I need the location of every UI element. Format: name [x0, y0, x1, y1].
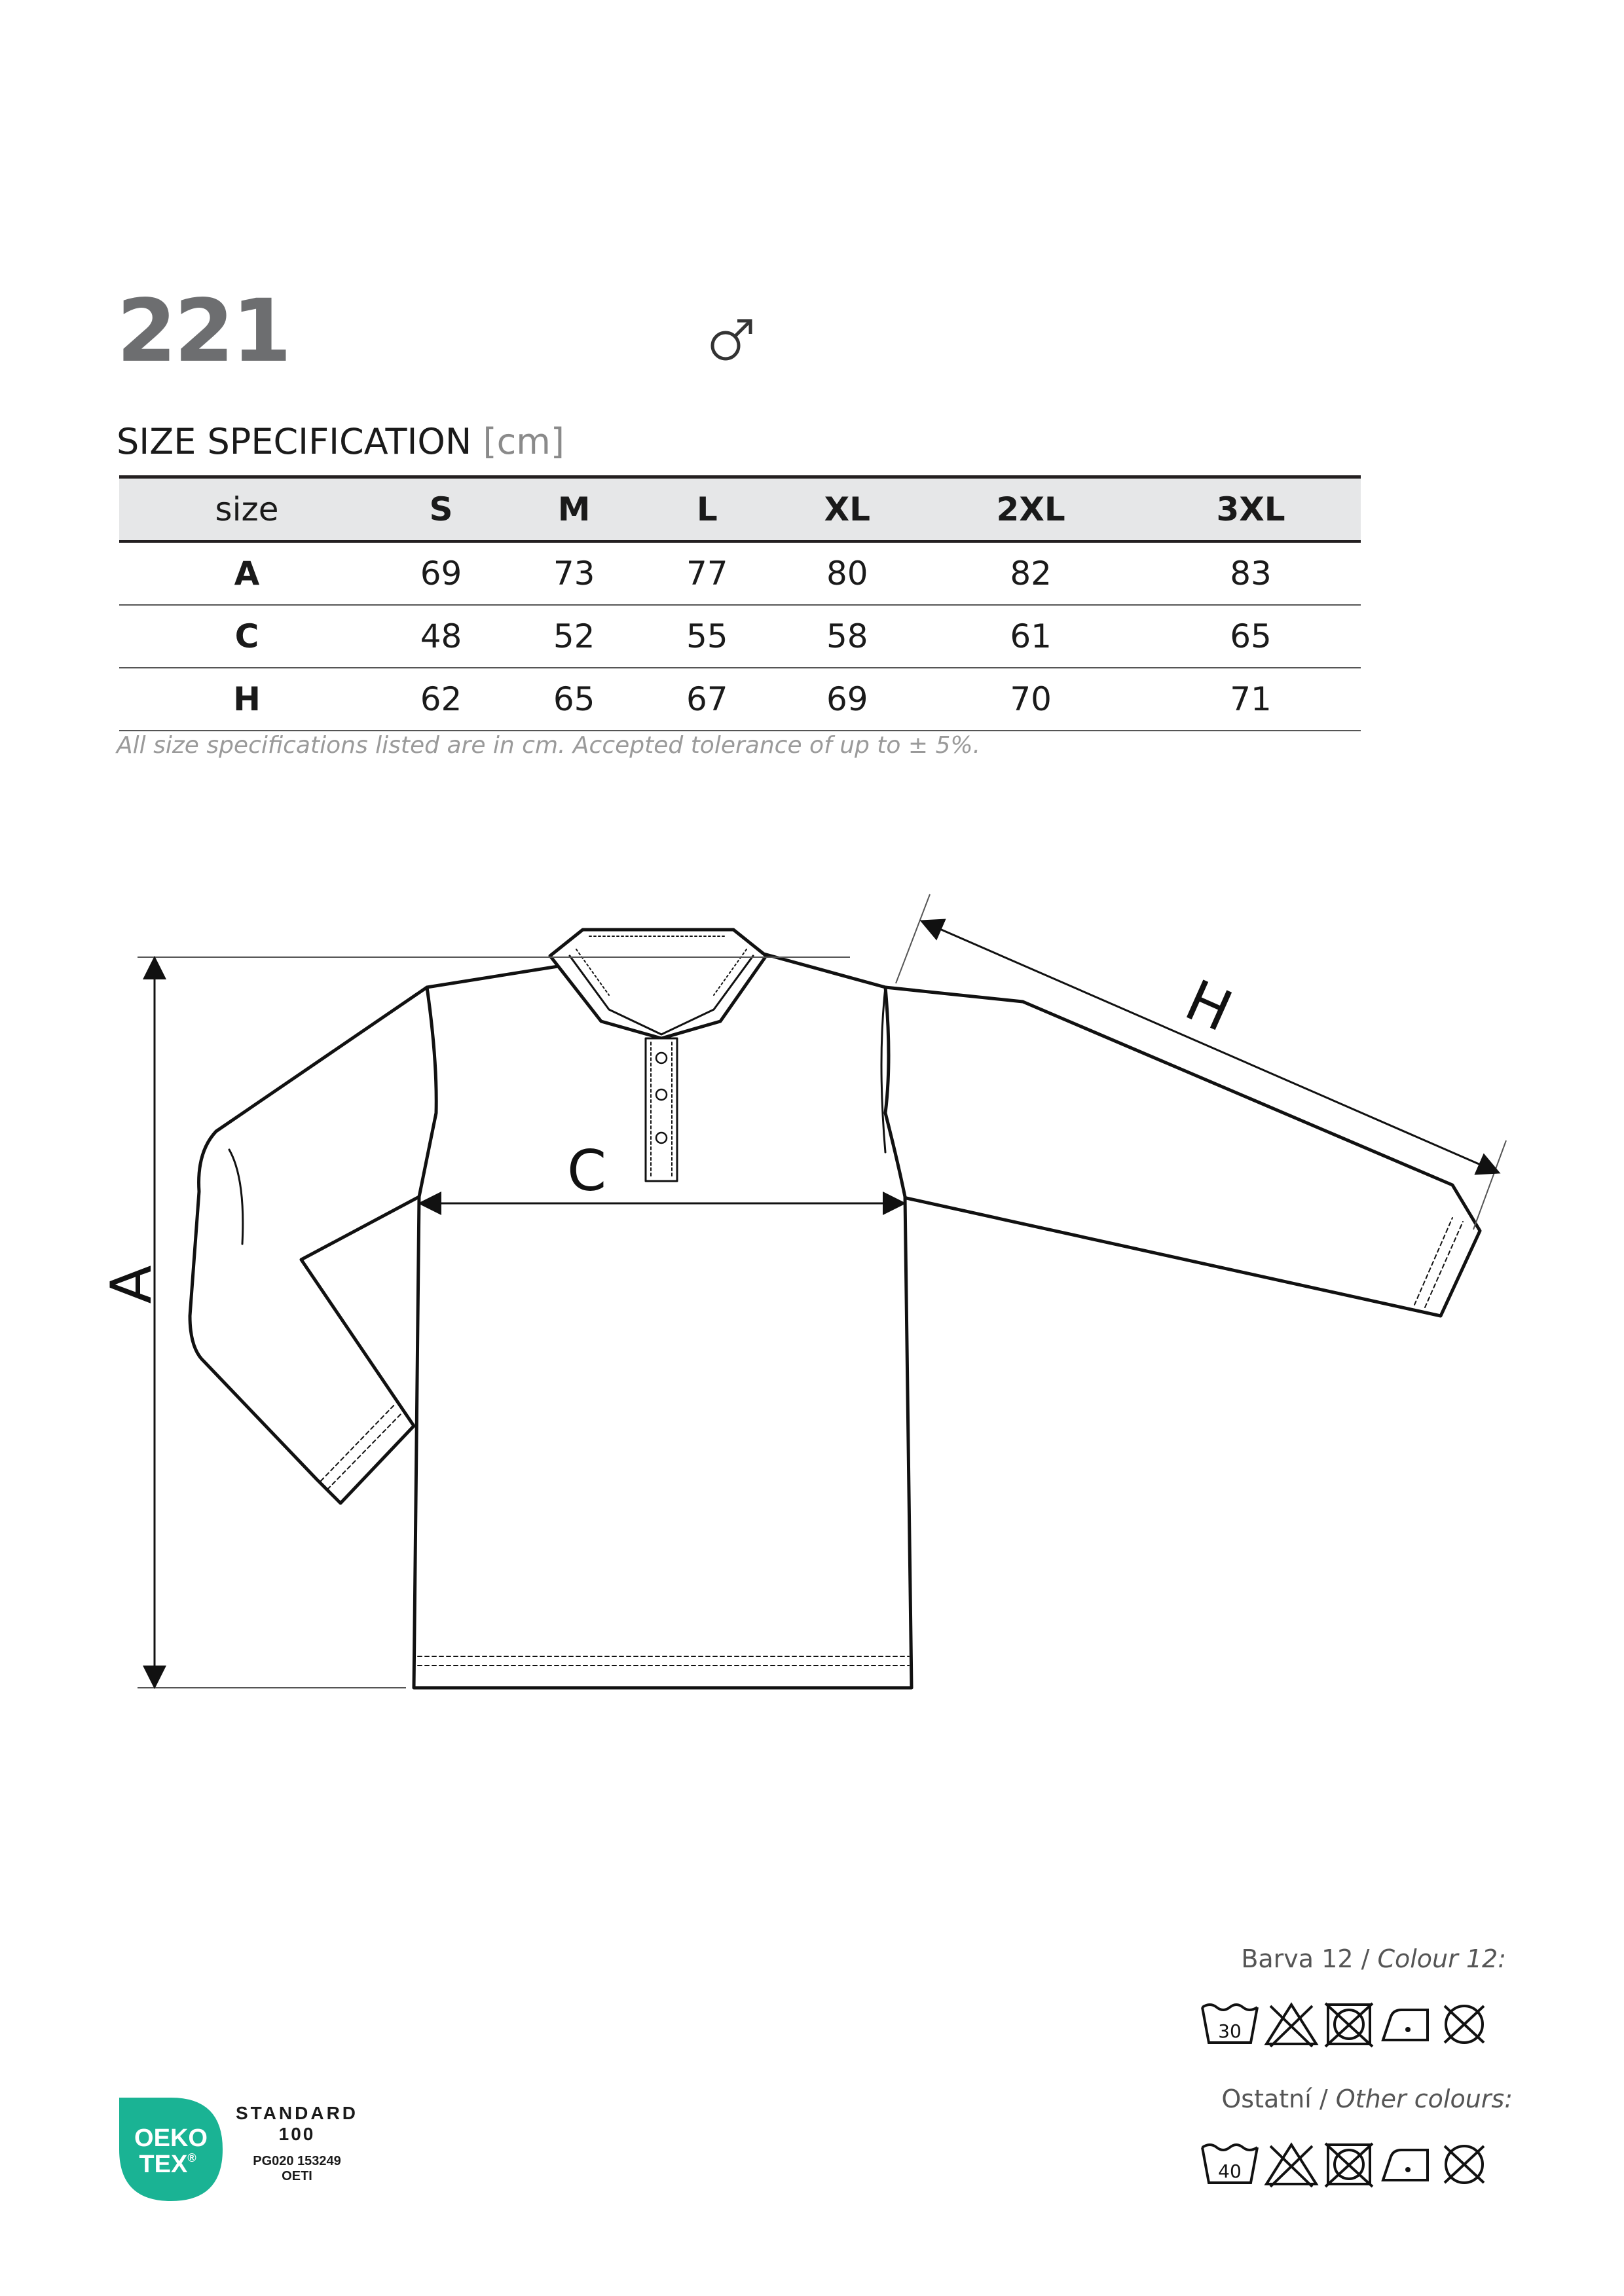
- table-cell: 62: [375, 668, 507, 731]
- table-cell: 67: [640, 668, 773, 731]
- care-icons-other: [1200, 2141, 1490, 2188]
- shirt-body-outline: [414, 1197, 912, 1688]
- product-code: 221: [117, 281, 289, 382]
- size-spec-title-text: SIZE SPECIFICATION: [117, 421, 472, 462]
- no-dry-clean-icon: [1438, 2141, 1490, 2188]
- measure-h-label: H: [1175, 968, 1242, 1045]
- table-cell: 70: [921, 668, 1141, 731]
- header-cell-3xl: 3XL: [1141, 477, 1361, 542]
- care-label-colour12: [1113, 1944, 1506, 1973]
- table-cell: 80: [773, 541, 921, 605]
- table-cell: 71: [1141, 668, 1361, 731]
- care-label-colour12-text: Barva 12 /: [1241, 1944, 1378, 1973]
- oeko-logo-reg: ®: [187, 2151, 196, 2164]
- table-cell: 61: [921, 605, 1141, 668]
- no-bleach-icon: [1264, 2001, 1319, 2048]
- table-cell: 73: [507, 541, 640, 605]
- header-cell-xl: XL: [773, 477, 921, 542]
- measure-c-label: C: [566, 1139, 607, 1204]
- row-label: H: [119, 668, 375, 731]
- measure-h-arrow: [923, 922, 1497, 1172]
- table-cell: 52: [507, 605, 640, 668]
- oeko-standard-number: 100: [278, 2124, 316, 2144]
- no-tumble-dry-icon: [1323, 2141, 1375, 2188]
- table-cell: 65: [1141, 605, 1361, 668]
- table-cell: 55: [640, 605, 773, 668]
- wash-40-icon: [1200, 2141, 1260, 2188]
- care-label-other-text: Ostatní /: [1221, 2085, 1336, 2113]
- table-cell: 82: [921, 541, 1141, 605]
- measure-a-label: A: [99, 1265, 164, 1304]
- care-label-other-italic: Other colours:: [1335, 2085, 1513, 2113]
- no-dry-clean-icon: [1438, 2001, 1490, 2048]
- size-spec-unit: [cm]: [483, 421, 564, 462]
- care-icons-colour12: [1200, 2001, 1490, 2048]
- oeko-logo-line2: TEX: [139, 2151, 188, 2178]
- header-cell-s: S: [375, 477, 507, 542]
- oeko-standard-block: [236, 2103, 358, 2184]
- oeko-standard-label: STANDARD: [236, 2103, 359, 2123]
- shirt-collar: [550, 930, 766, 1038]
- wash-30-icon: [1200, 2001, 1260, 2048]
- table-cell: 48: [375, 605, 507, 668]
- header-cell-l: L: [640, 477, 773, 542]
- table-cell: 69: [375, 541, 507, 605]
- measure-h-guide-end: [1473, 1140, 1506, 1230]
- table-cell: 58: [773, 605, 921, 668]
- table-cell: 77: [640, 541, 773, 605]
- oeko-tex-logo: [117, 2095, 225, 2206]
- row-label: A: [119, 541, 375, 605]
- oeko-certificate-code: PG020 153249: [253, 2154, 341, 2168]
- table-cell: 83: [1141, 541, 1361, 605]
- header-cell-size: size: [119, 477, 375, 542]
- oeko-institute: OETI: [282, 2169, 312, 2183]
- row-label: C: [119, 605, 375, 668]
- care-label-colour12-italic: Colour 12:: [1377, 1944, 1506, 1973]
- shirt-right-sleeve: [885, 987, 1480, 1316]
- oeko-logo-line1: OEKO: [134, 2124, 208, 2152]
- shirt-left-sleeve: [190, 987, 427, 1503]
- wash-30-temp: 30: [1218, 2020, 1242, 2042]
- no-bleach-icon: [1264, 2141, 1319, 2188]
- table-cell: 65: [507, 668, 640, 731]
- care-label-other: [1113, 2085, 1513, 2113]
- iron-low-icon: [1379, 2141, 1434, 2188]
- iron-low-icon: [1379, 2001, 1434, 2048]
- table-cell: 69: [773, 668, 921, 731]
- tolerance-note: All size specifications listed are in cm. Accepted tolerance of up to ± 5%.: [117, 732, 981, 759]
- no-tumble-dry-icon: [1323, 2001, 1375, 2048]
- wash-40-temp: 40: [1218, 2160, 1242, 2182]
- header-cell-m: M: [507, 477, 640, 542]
- measure-h-guide-start: [896, 894, 930, 983]
- header-cell-2xl: 2XL: [921, 477, 1141, 542]
